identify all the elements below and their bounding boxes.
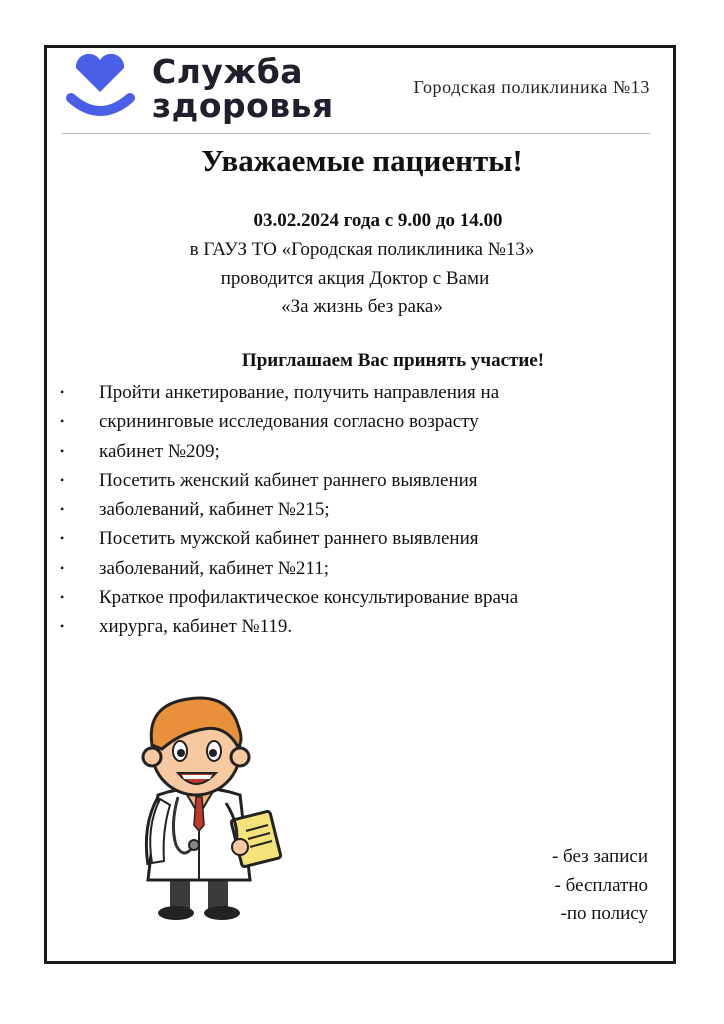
list-item: • Пройти анкетирование, получить направления на <box>58 378 518 407</box>
note-by-policy: -по полису <box>560 903 648 924</box>
header-divider <box>62 133 650 134</box>
page-title: Уважаемые пациенты! <box>201 143 523 178</box>
logo-wordmark <box>152 52 334 125</box>
invite-heading: Приглашаем Вас принять участие! <box>241 350 545 371</box>
event-date: 03.02.2024 года с 9.00 до 14.00 <box>253 210 503 231</box>
note-free: - бесплатно <box>554 874 648 896</box>
note-no-appointment: - без записи <box>551 846 648 867</box>
event-name: «За жизнь без рака» <box>281 296 443 317</box>
list-item: • заболеваний, кабинет №211; <box>58 554 518 583</box>
list-item: • кабинет №209; <box>58 437 518 466</box>
list-item: • Посетить женский кабинет раннего выявления <box>58 466 518 495</box>
services-list <box>58 378 518 642</box>
list-item: • скрининговые исследования согласно возрасту <box>58 407 518 436</box>
clinic-name: Городская поликлиника №13 <box>413 77 650 97</box>
list-item: • Посетить мужской кабинет раннего выявления <box>58 524 518 553</box>
event-place: в ГАУЗ ТО «Городская поликлиника №13» <box>189 239 535 260</box>
logo-line-2: здоровья <box>152 86 334 125</box>
list-item: • заболеваний, кабинет №215; <box>58 495 518 524</box>
list-item: • Краткое профилактическое консультирование врача <box>58 583 518 612</box>
event-action: проводится акция Доктор с Вами <box>220 268 490 289</box>
doctor-illustration <box>118 685 296 925</box>
list-item: • хирурга, кабинет №119. <box>58 612 518 641</box>
logo-line-1: Служба <box>152 52 304 91</box>
conditions-notes <box>552 843 648 929</box>
